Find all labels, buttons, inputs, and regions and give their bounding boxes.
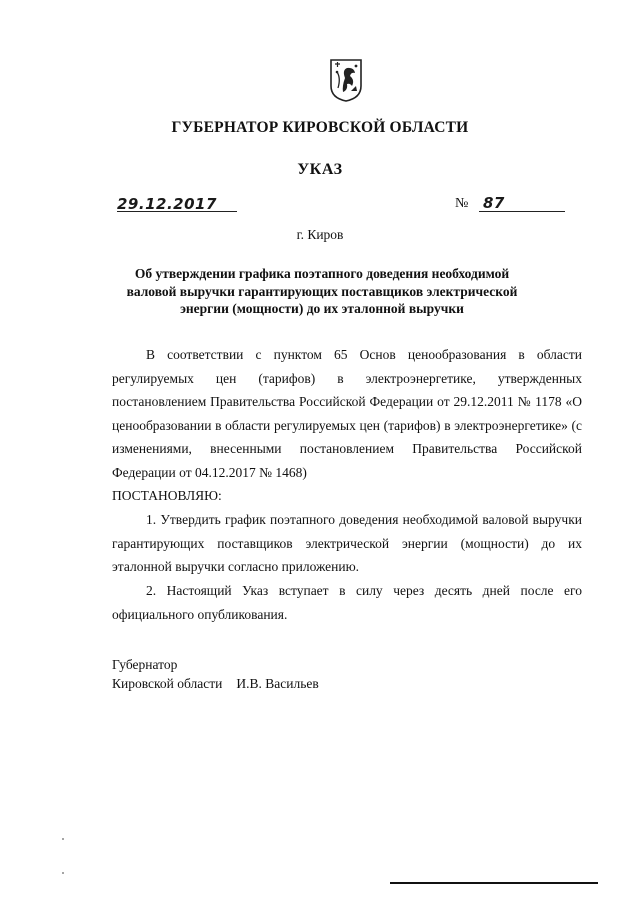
decree-number-value: 87 [483,194,505,212]
scan-speck [62,872,64,874]
date-underline [117,211,237,212]
issuing-authority: ГУБЕРНАТОР КИРОВСКОЙ ОБЛАСТИ [171,119,469,136]
decree-number [455,195,565,217]
issue-place: г. Киров [296,227,344,242]
item-1-paragraph: 1. Утвердить график поэтапного доведения необходимой валовой выручки гарантирующих поставщиков электрической энергии (мощности) до их эталонной выручки согласно приложению. [112,512,582,574]
preamble-paragraph: В соответствии с пунктом 65 Основ ценообразования в области регулируемых цен (тарифов) в электроэнергетике, утвержденных постановлением Правительства Российской Федерации от 29.12.2011 № 1178 «О ценообразовании в области регулируемых цен (тарифов) в электроэнергетике» (с изменениями, внесенными постановлением Правительства Российской Федерации от 04.12.2017 № 1468) [112,347,582,480]
item-2-paragraph: 2. Настоящий Указ вступает в силу через десять дней после его официального опубликования. [112,583,582,622]
kirov-oblast-coat-of-arms-icon [329,58,363,102]
signature-block [112,655,319,693]
signatory-title-line-2: Кировской области [112,676,223,691]
decree-word: ПОСТАНОВЛЯЮ: [112,488,222,503]
decree-subject: Об утверждении графика поэтапного доведения необходимой валовой выручки гарантирующих поставщиков электрической энергии (мощности) до их эталонной выручки [126,266,518,316]
footer-rule [390,882,598,884]
number-underline [479,211,565,212]
decree-date-value: 29.12.2017 [117,195,217,213]
decree-date [117,195,237,217]
scan-speck [62,838,64,840]
signatory-name: И.В. Васильев [236,676,319,691]
signatory-title-line-1: Губернатор [112,657,178,672]
number-sign: № [455,196,469,211]
document-type: УКАЗ [297,161,343,178]
